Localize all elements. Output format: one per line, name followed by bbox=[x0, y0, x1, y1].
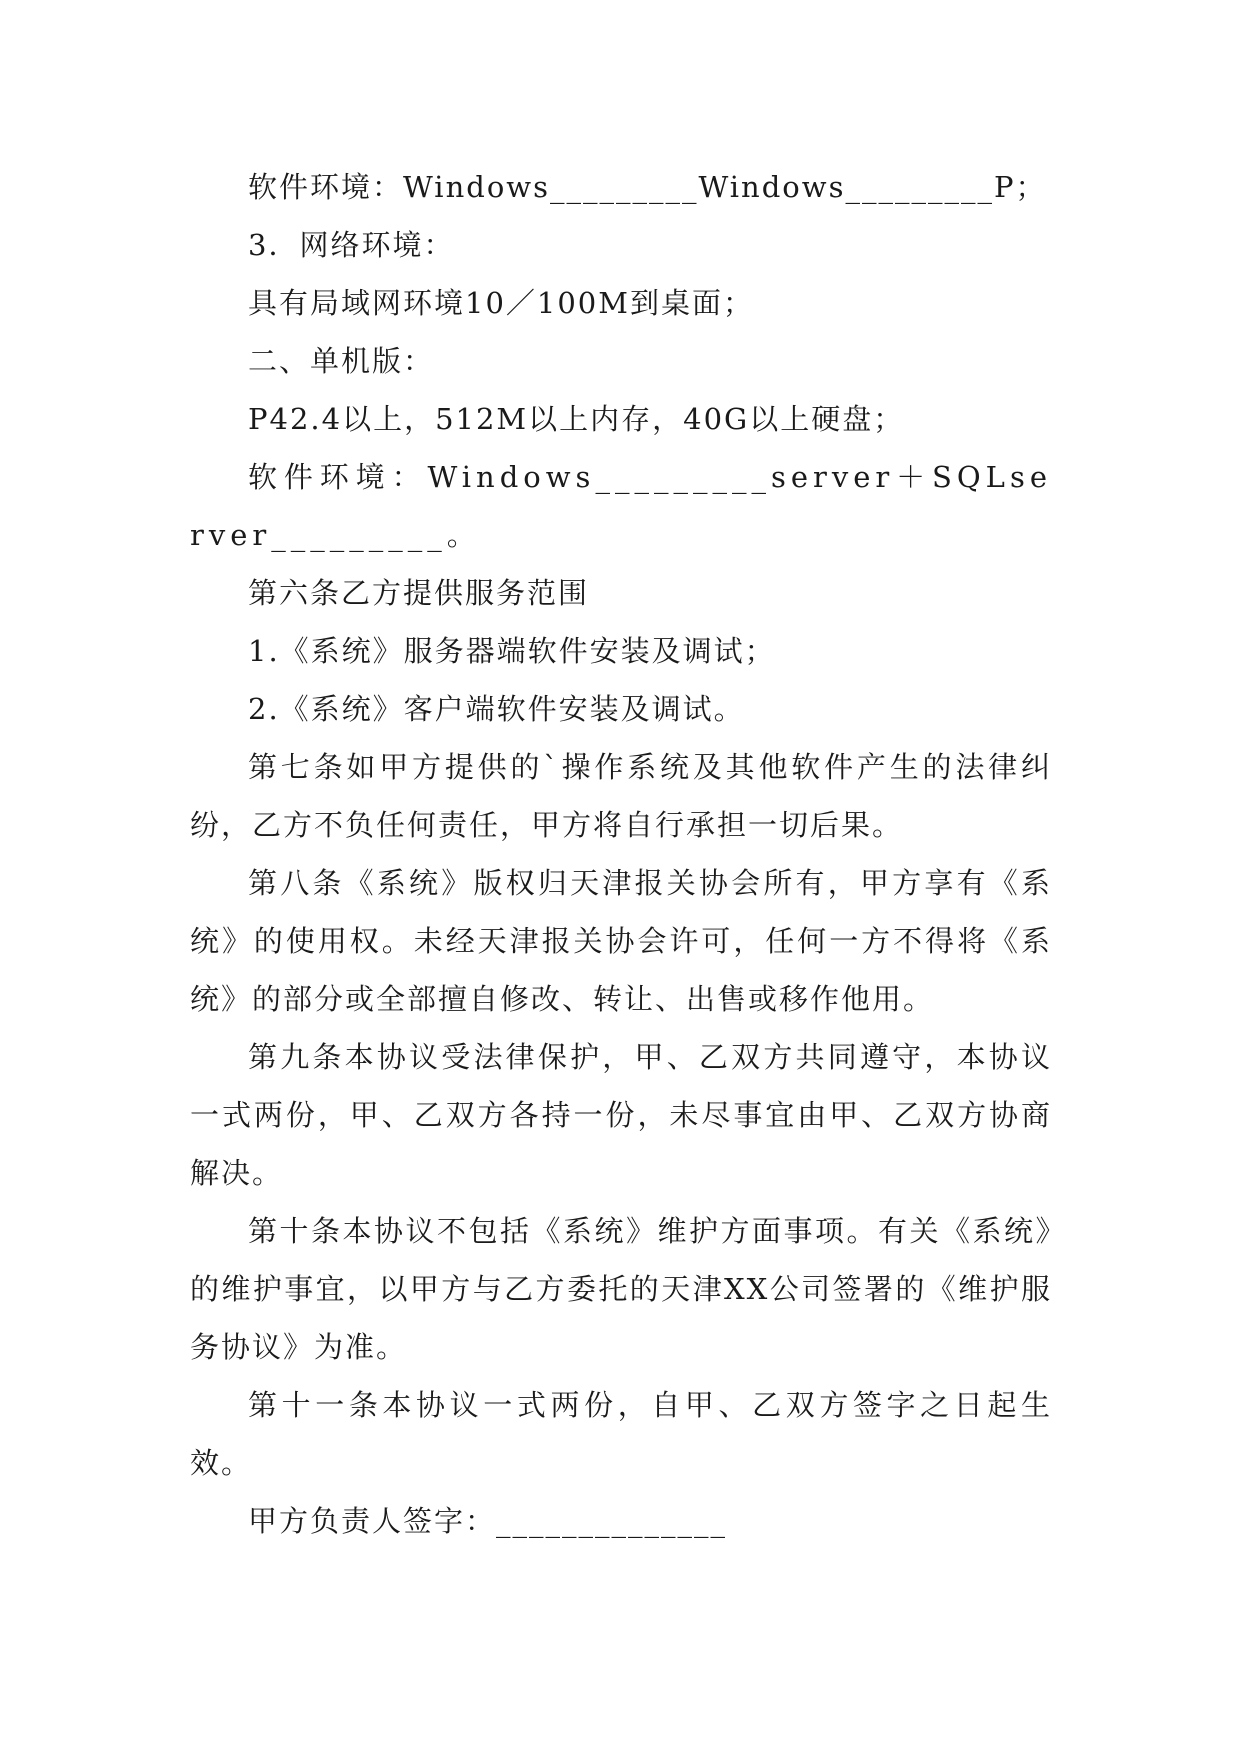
paragraph-article-8: 第八条《系统》版权归天津报关协会所有，甲方享有《系统》的使用权。未经天津报关协会许可，任何一方不得将《系统》的部分或全部擅自修改、转让、出售或移作他用。 bbox=[190, 866, 1052, 1016]
signature-line-party-a: 甲方负责人签字：______________ bbox=[248, 1504, 728, 1538]
paragraph-hardware-requirement: P42.4以上，512M以上内存，40G以上硬盘； bbox=[248, 402, 905, 436]
paragraph-article-6-heading: 第六条乙方提供服务范围 bbox=[248, 576, 590, 610]
paragraph-article-6-item-1: 1.《系统》服务器端软件安装及调试； bbox=[248, 634, 776, 668]
paragraph-article-10: 第十条本协议不包括《系统》维护方面事项。有关《系统》的维护事宜，以甲方与乙方委托的天津XX公司签署的《维护服务协议》为准。 bbox=[190, 1214, 1052, 1364]
document-body bbox=[190, 158, 1052, 1550]
paragraph-article-11: 第十一条本协议一式两份，自甲、乙双方签字之日起生效。 bbox=[190, 1388, 1052, 1480]
paragraph-standalone-heading: 二、单机版： bbox=[248, 344, 435, 378]
paragraph-network-environment-heading: 3．网络环境： bbox=[248, 228, 455, 262]
paragraph-article-7: 第七条如甲方提供的`操作系统及其他软件产生的法律纠纷，乙方不负任何责任，甲方将自行承担一切后果。 bbox=[190, 750, 1052, 842]
paragraph-software-environment-1: 软件环境：Windows_________Windows_________P； bbox=[248, 170, 1047, 204]
paragraph-software-environment-2: 软件环境：Windows_________server＋SQLserver_________。 bbox=[190, 460, 1052, 552]
paragraph-article-6-item-2: 2.《系统》客户端软件安装及调试。 bbox=[248, 692, 745, 726]
paragraph-article-9: 第九条本协议受法律保护，甲、乙双方共同遵守，本协议一式两份，甲、乙双方各持一份，未尽事宜由甲、乙双方协商解决。 bbox=[190, 1040, 1052, 1190]
paragraph-lan-requirement: 具有局域网环境10／100M到桌面； bbox=[248, 286, 754, 320]
